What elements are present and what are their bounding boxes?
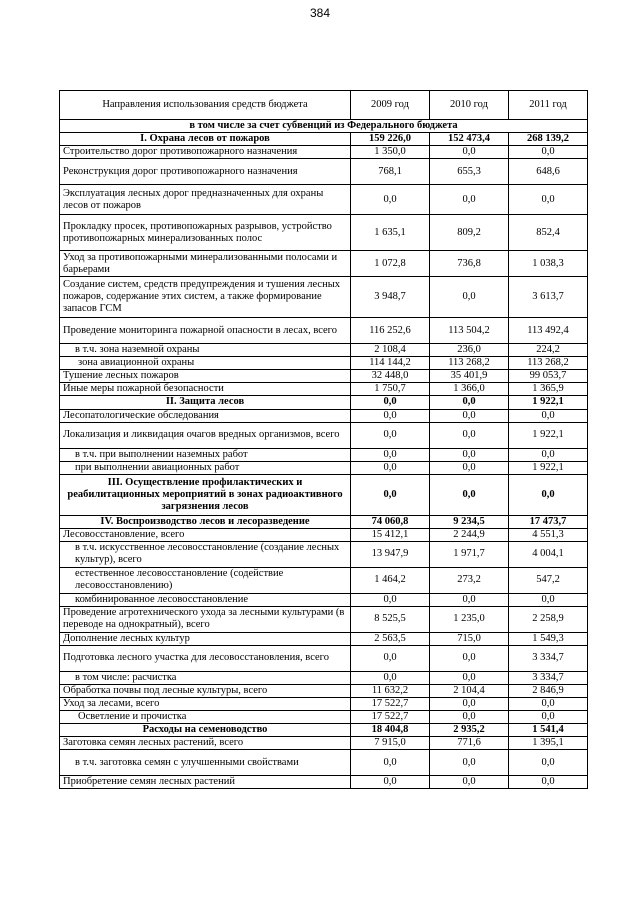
value-2011: 2 846,9 [509,685,588,698]
value-2011: 547,2 [509,567,588,593]
value-2011: 852,4 [509,215,588,251]
value-2009: 0,0 [351,409,430,422]
row-label: Проведение агротехнического ухода за лесными культурами (в переводе на однократный), всего [60,606,351,632]
value-2010: 1 366,0 [430,383,509,396]
value-2009: 1 635,1 [351,215,430,251]
table-row [60,776,588,789]
row-label: Лесопатологические обследования [60,409,351,422]
value-2011: 1 549,3 [509,632,588,645]
value-2009: 15 412,1 [351,528,430,541]
value-2010: 0,0 [430,474,509,515]
table-row [60,515,588,528]
value-2009: 1 350,0 [351,146,430,159]
value-2009: 116 252,6 [351,318,430,344]
value-2010: 715,0 [430,632,509,645]
value-2011: 0,0 [509,409,588,422]
row-label: зона авиационной охраны [60,357,351,370]
table-row [60,396,588,409]
row-label: Тушение лесных пожаров [60,370,351,383]
table-row [60,541,588,567]
page-number: 384 [309,6,331,20]
value-2010: 0,0 [430,396,509,409]
value-2011: 0,0 [509,448,588,461]
row-label: комбинированное лесовосстановление [60,593,351,606]
row-label: в т.ч. искусственное лесовосстановление (создание лесных культур), всего [60,541,351,567]
table-row [60,737,588,750]
value-2009: 2 108,4 [351,344,430,357]
value-2011: 1 541,4 [509,724,588,737]
table-row [60,409,588,422]
table-row [60,711,588,724]
row-label: Эксплуатация лесных дорог предназначенных для охраны лесов от пожаров [60,185,351,215]
row-label: Заготовка семян лесных растений, всего [60,737,351,750]
value-2011: 1 365,9 [509,383,588,396]
header-2011: 2011 год [509,91,588,120]
value-2011: 4 004,1 [509,541,588,567]
table-row [60,685,588,698]
row-label: I. Охрана лесов от пожаров [60,133,351,146]
value-2009: 17 522,7 [351,711,430,724]
header-directions: Направления использования средств бюджета [60,91,351,120]
value-2009: 18 404,8 [351,724,430,737]
value-2009: 13 947,9 [351,541,430,567]
value-2009: 0,0 [351,474,430,515]
value-2009: 32 448,0 [351,370,430,383]
row-label: Локализация и ликвидация очагов вредных организмов, всего [60,422,351,448]
table-row [60,357,588,370]
row-label: Реконструкция дорог противопожарного назначения [60,159,351,185]
row-label: Уход за противопожарными минерализованными полосами и барьерами [60,251,351,277]
value-2009: 0,0 [351,461,430,474]
value-2011: 4 551,3 [509,528,588,541]
value-2011: 3 613,7 [509,277,588,318]
row-label: Иные меры пожарной безопасности [60,383,351,396]
table-row [60,750,588,776]
value-2010: 2 104,4 [430,685,509,698]
table-row [60,146,588,159]
value-2009: 17 522,7 [351,698,430,711]
value-2009: 0,0 [351,750,430,776]
row-label: Уход за лесами, всего [60,698,351,711]
budget-table [59,90,588,789]
value-2010: 113 504,2 [430,318,509,344]
table-row [60,461,588,474]
value-2010: 0,0 [430,422,509,448]
value-2009: 114 144,2 [351,357,430,370]
value-2010: 0,0 [430,671,509,684]
row-label: Прокладку просек, противопожарных разрывов, устройство противопожарных минерализованных полос [60,215,351,251]
value-2010: 0,0 [430,146,509,159]
table-row [60,448,588,461]
value-2011: 3 334,7 [509,645,588,671]
table-row [60,632,588,645]
row-label: IV. Воспроизводство лесов и лесоразведение [60,515,351,528]
value-2010: 0,0 [430,185,509,215]
row-label: Создание систем, средств предупреждения и тушения лесных пожаров, содержание этих систем, а также формирование запасов ГСМ [60,277,351,318]
table-row [60,159,588,185]
value-2010: 0,0 [430,593,509,606]
table-header-row [60,91,588,120]
table-row [60,606,588,632]
value-2010: 35 401,9 [430,370,509,383]
row-label: при выполнении авиационных работ [60,461,351,474]
value-2010: 771,6 [430,737,509,750]
row-label: Проведение мониторинга пожарной опасности в лесах, всего [60,318,351,344]
value-2010: 0,0 [430,645,509,671]
table-row [60,645,588,671]
table-row [60,370,588,383]
value-2010: 0,0 [430,750,509,776]
value-2011: 2 258,9 [509,606,588,632]
value-2011: 3 334,7 [509,671,588,684]
value-2009: 3 948,7 [351,277,430,318]
value-2011: 17 473,7 [509,515,588,528]
value-2009: 11 632,2 [351,685,430,698]
value-2010: 0,0 [430,448,509,461]
value-2011: 1 922,1 [509,461,588,474]
value-2011: 0,0 [509,474,588,515]
table-row [60,344,588,357]
row-label: в т.ч. заготовка семян с улучшенными свойствами [60,750,351,776]
value-2009: 1 750,7 [351,383,430,396]
value-2011: 1 038,3 [509,251,588,277]
row-label: II. Защита лесов [60,396,351,409]
value-2009: 0,0 [351,645,430,671]
table-row [60,474,588,515]
value-2010: 655,3 [430,159,509,185]
table-row [60,671,588,684]
value-2011: 0,0 [509,185,588,215]
value-2011: 648,6 [509,159,588,185]
value-2010: 0,0 [430,776,509,789]
row-label: Строительство дорог противопожарного назначения [60,146,351,159]
row-label: в том числе: расчистка [60,671,351,684]
value-2009: 74 060,8 [351,515,430,528]
table-row [60,593,588,606]
value-2010: 0,0 [430,461,509,474]
value-2009: 0,0 [351,422,430,448]
value-2009: 0,0 [351,671,430,684]
value-2010: 0,0 [430,409,509,422]
row-label: Лесовосстановление, всего [60,528,351,541]
subheader-federal: в том числе за счет субвенций из Федерального бюджета [60,120,588,133]
value-2011: 0,0 [509,593,588,606]
row-label: Осветление и прочистка [60,711,351,724]
value-2011: 0,0 [509,776,588,789]
value-2009: 0,0 [351,448,430,461]
value-2010: 736,8 [430,251,509,277]
header-2010: 2010 год [430,91,509,120]
value-2010: 273,2 [430,567,509,593]
table-row [60,133,588,146]
table-row [60,528,588,541]
value-2011: 0,0 [509,146,588,159]
value-2011: 1 395,1 [509,737,588,750]
subheader-row [60,120,588,133]
row-label: естественное лесовосстановление (содействие лесовосстановлению) [60,567,351,593]
value-2009: 768,1 [351,159,430,185]
value-2010: 152 473,4 [430,133,509,146]
value-2009: 1 072,8 [351,251,430,277]
value-2010: 0,0 [430,698,509,711]
table-row [60,698,588,711]
value-2009: 7 915,0 [351,737,430,750]
value-2011: 224,2 [509,344,588,357]
value-2010: 9 234,5 [430,515,509,528]
value-2011: 268 139,2 [509,133,588,146]
header-2009: 2009 год [351,91,430,120]
value-2011: 99 053,7 [509,370,588,383]
value-2010: 0,0 [430,277,509,318]
row-label: Приобретение семян лесных растений [60,776,351,789]
table-row [60,567,588,593]
value-2011: 113 492,4 [509,318,588,344]
value-2009: 159 226,0 [351,133,430,146]
value-2011: 0,0 [509,750,588,776]
table-row [60,422,588,448]
value-2010: 1 235,0 [430,606,509,632]
row-label: Дополнение лесных культур [60,632,351,645]
value-2010: 113 268,2 [430,357,509,370]
value-2011: 113 268,2 [509,357,588,370]
value-2011: 1 922,1 [509,422,588,448]
value-2010: 236,0 [430,344,509,357]
row-label: Обработка почвы под лесные культуры, всего [60,685,351,698]
value-2010: 1 971,7 [430,541,509,567]
value-2010: 809,2 [430,215,509,251]
table-row [60,318,588,344]
value-2009: 0,0 [351,185,430,215]
table-row [60,215,588,251]
table-row [60,185,588,215]
table-row [60,383,588,396]
value-2009: 2 563,5 [351,632,430,645]
table-row [60,277,588,318]
table-row [60,251,588,277]
value-2009: 0,0 [351,776,430,789]
row-label: Подготовка лесного участка для лесовосстановления, всего [60,645,351,671]
table-row [60,724,588,737]
value-2011: 0,0 [509,711,588,724]
row-label: в т.ч. при выполнении наземных работ [60,448,351,461]
value-2009: 0,0 [351,396,430,409]
row-label: в т.ч. зона наземной охраны [60,344,351,357]
row-label: III. Осуществление профилактических и реабилитационных мероприятий в зонах радиоактивного загрязнения лесов [60,474,351,515]
row-label: Расходы на семеноводство [60,724,351,737]
value-2009: 8 525,5 [351,606,430,632]
value-2010: 2 935,2 [430,724,509,737]
value-2011: 1 922,1 [509,396,588,409]
value-2009: 0,0 [351,593,430,606]
value-2009: 1 464,2 [351,567,430,593]
value-2010: 2 244,9 [430,528,509,541]
value-2010: 0,0 [430,711,509,724]
value-2011: 0,0 [509,698,588,711]
